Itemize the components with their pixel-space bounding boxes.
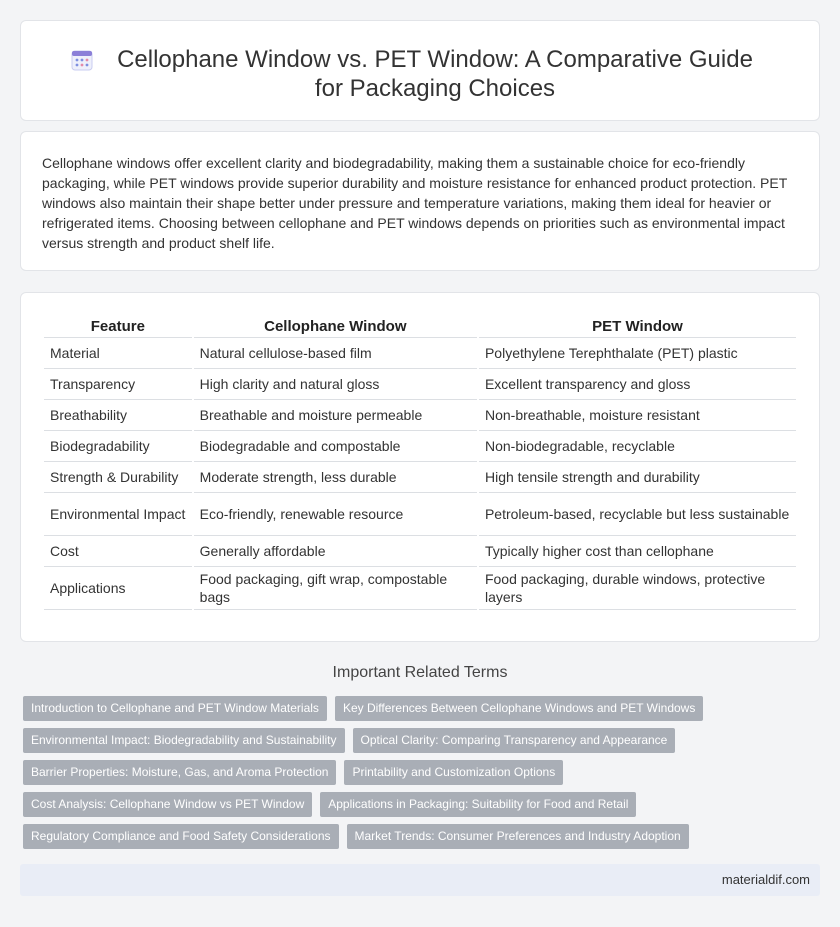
table-row (44, 369, 796, 400)
feature-cell: Breathability (44, 400, 192, 431)
related-terms-heading: Important Related Terms (332, 664, 508, 681)
intro-card (20, 131, 820, 271)
cellophane-cell: Eco-friendly, renewable resource (194, 493, 477, 536)
related-term-tag[interactable]: Printability and Customization Options (344, 760, 563, 785)
table-row (44, 400, 796, 431)
cellophane-cell: Breathable and moisture permeable (194, 400, 477, 431)
feature-cell: Strength & Durability (44, 462, 192, 493)
column-header-pet: PET Window (479, 317, 796, 338)
feature-cell: Transparency (44, 369, 192, 400)
related-term-tag[interactable]: Applications in Packaging: Suitability for Food and Retail (320, 792, 636, 817)
feature-cell: Cost (44, 536, 192, 567)
footer (20, 864, 820, 896)
column-header-cellophane: Cellophane Window (194, 317, 477, 338)
related-term-tag[interactable]: Cost Analysis: Cellophane Window vs PET Window (23, 792, 312, 817)
related-term-tag[interactable]: Introduction to Cellophane and PET Window Materials (23, 696, 327, 721)
table-row (44, 338, 796, 369)
footer-site-link[interactable]: materialdif.com (721, 872, 810, 887)
related-term-tag[interactable]: Key Differences Between Cellophane Windows and PET Windows (335, 696, 703, 721)
table-row (44, 462, 796, 493)
pet-cell: Polyethylene Terephthalate (PET) plastic (479, 338, 796, 369)
table-row (44, 567, 796, 610)
related-term-tag[interactable]: Optical Clarity: Comparing Transparency and Appearance (353, 728, 676, 753)
feature-cell: Environmental Impact (44, 493, 192, 536)
table-header-row (44, 317, 796, 338)
cellophane-cell: Natural cellulose-based film (194, 338, 477, 369)
feature-cell: Material (44, 338, 192, 369)
feature-cell: Applications (44, 567, 192, 610)
page-title: Cellophane Window vs. PET Window: A Comparative Guide for Packaging Choices (117, 46, 753, 102)
table-row (44, 493, 796, 536)
comparison-table-card (20, 292, 820, 642)
feature-cell: Biodegradability (44, 431, 192, 462)
pet-cell: Food packaging, durable windows, protective layers (479, 567, 796, 610)
pet-cell: Non-biodegradable, recyclable (479, 431, 796, 462)
header-card (20, 20, 820, 121)
related-term-tag[interactable]: Environmental Impact: Biodegradability and Sustainability (23, 728, 345, 753)
related-term-tag[interactable]: Barrier Properties: Moisture, Gas, and Aroma Protection (23, 760, 336, 785)
intro-paragraph: Cellophane windows offer excellent clarity and biodegradability, making them a sustainable choice for eco-friendly packaging, while PET windows provide superior durability and moisture resistance for enhanced product protection. PET windows also maintain their shape better under pressure and temperature variations, making them ideal for heavier or refrigerated items. Choosing between cellophane and PET windows depends on priorities such as environmental impact versus strength and product shelf life. (42, 155, 787, 251)
pet-cell: Excellent transparency and gloss (479, 369, 796, 400)
cellophane-cell: High clarity and natural gloss (194, 369, 477, 400)
related-terms-tags (23, 696, 813, 856)
table-row (44, 536, 796, 567)
pet-cell: Non-breathable, moisture resistant (479, 400, 796, 431)
cellophane-cell: Generally affordable (194, 536, 477, 567)
pet-cell: High tensile strength and durability (479, 462, 796, 493)
cellophane-cell: Biodegradable and compostable (194, 431, 477, 462)
pet-cell: Petroleum-based, recyclable but less sustainable (479, 493, 796, 536)
related-term-tag[interactable]: Regulatory Compliance and Food Safety Considerations (23, 824, 339, 849)
cellophane-cell: Food packaging, gift wrap, compostable bags (194, 567, 477, 610)
cellophane-cell: Moderate strength, less durable (194, 462, 477, 493)
table-row (44, 431, 796, 462)
column-header-feature: Feature (44, 317, 192, 338)
comparison-table (42, 317, 798, 610)
pet-cell: Typically higher cost than cellophane (479, 536, 796, 567)
related-term-tag[interactable]: Market Trends: Consumer Preferences and Industry Adoption (347, 824, 689, 849)
